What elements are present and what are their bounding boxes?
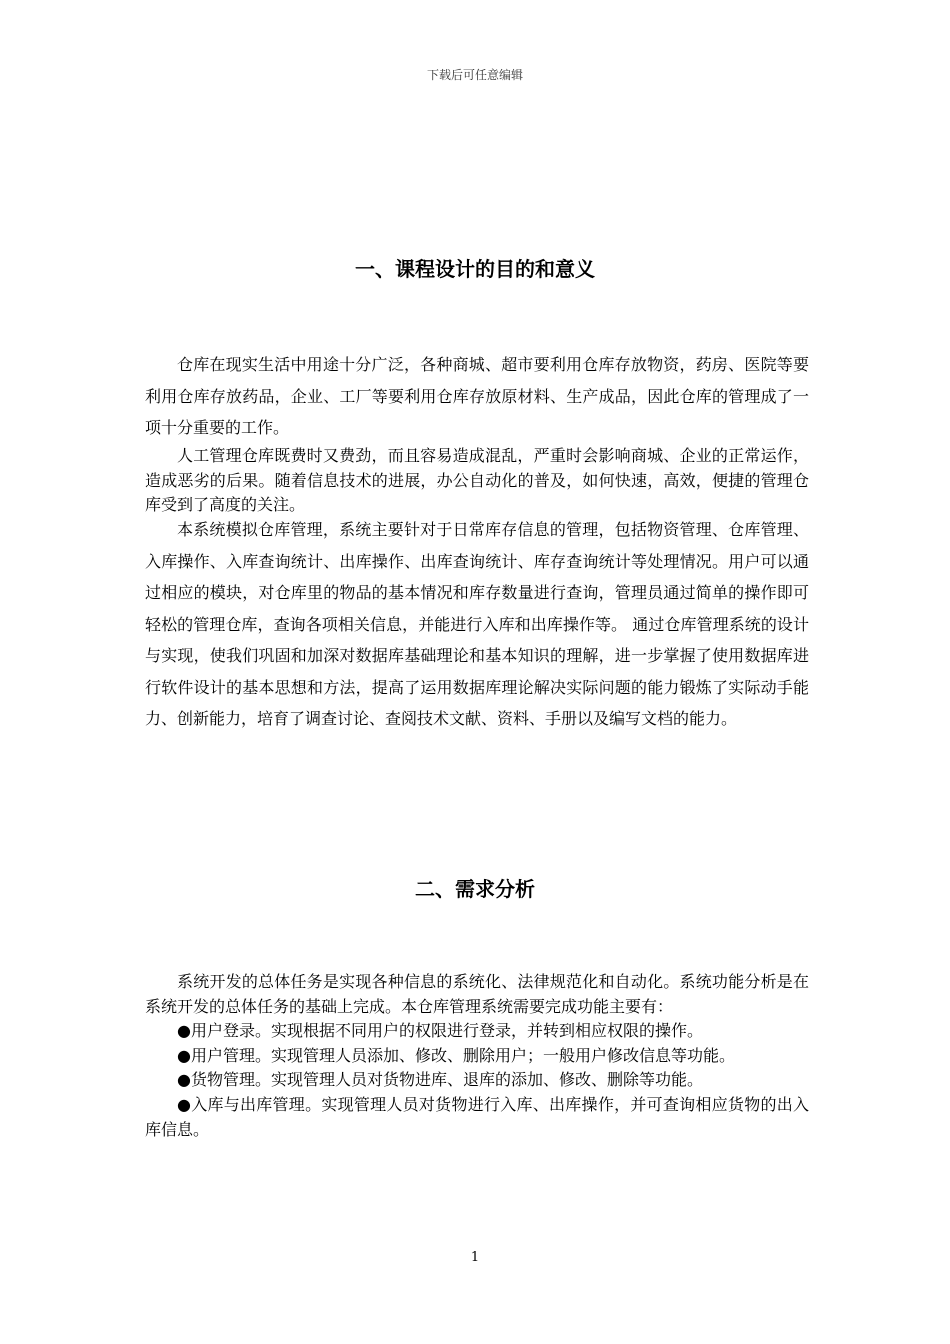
section-1-para-1-block — [145, 349, 809, 444]
section-2-body — [145, 970, 809, 1142]
bullet-item: ●货物管理。实现管理人员对货物进库、退库的添加、修改、删除等功能。 — [177, 1070, 703, 1090]
section-1-paragraph: 人工管理仓库既费时又费劲，而且容易造成混乱，严重时会影响商城、企业的正常运作，造成恶劣的后果。随着信息技术的进展，办公自动化的普及，如何快速，高效，便捷的管理仓库受到了高度的关注。 — [145, 446, 809, 515]
section-1-paragraph: 仓库在现实生活中用途十分广泛，各种商城、超市要利用仓库存放物资，药房、医院等要利用仓库存放药品，企业、工厂等要利用仓库存放原材料、生产成品，因此仓库的管理成了一项十分重要的工作。 — [145, 355, 809, 437]
section-1-paragraph: 本系统模拟仓库管理，系统主要针对于日常库存信息的管理，包括物资管理、仓库管理、入库操作、入库查询统计、出库操作、出库查询统计、库存查询统计等处理情况。用户可以通过相应的模块，对仓库里的物品的基本情况和库存数量进行查询，管理员通过简单的操作即可轻松的管理仓库，查询各项相关信息，并能进行入库和出库操作等。 通过仓库管理系统的设计与实现，使我们巩固和加深对数据库基础理论和基本知识的理解，进一步掌握了使用数据库进行软件设计的基本思想和方法，提高了运用数据库理论解决实际问题的能力锻炼了实际动手能力、创新能力，培育了调查讨论、查阅技术文献、资料、手册以及编写文档的能力。 — [145, 520, 809, 728]
page-header: 下载后可任意编辑 — [426, 68, 523, 82]
section-2-title: 二、需求分析 — [415, 877, 535, 901]
bullet-item: ●用户登录。实现根据不同用户的权限进行登录，并转到相应权限的操作。 — [177, 1021, 703, 1041]
section-2-paragraph: 系统开发的总体任务是实现各种信息的系统化、法律规范化和自动化。系统功能分析是在系统开发的总体任务的基础上完成。本仓库管理系统需要完成功能主要有： — [145, 972, 809, 1016]
bullet-item: ●用户管理。实现管理人员添加、修改、删除用户；一般用户修改信息等功能。 — [177, 1045, 735, 1065]
section-1-title: 一、课程设计的目的和意义 — [355, 257, 595, 281]
page-number: 1 — [470, 1250, 480, 1265]
bullet-item: ●入库与出库管理。实现管理人员对货物进行入库、出库操作，并可查询相应货物的出入库信息。 — [145, 1094, 809, 1139]
section-1-para-3-block — [145, 514, 809, 735]
section-1-para-2-block — [145, 444, 809, 518]
